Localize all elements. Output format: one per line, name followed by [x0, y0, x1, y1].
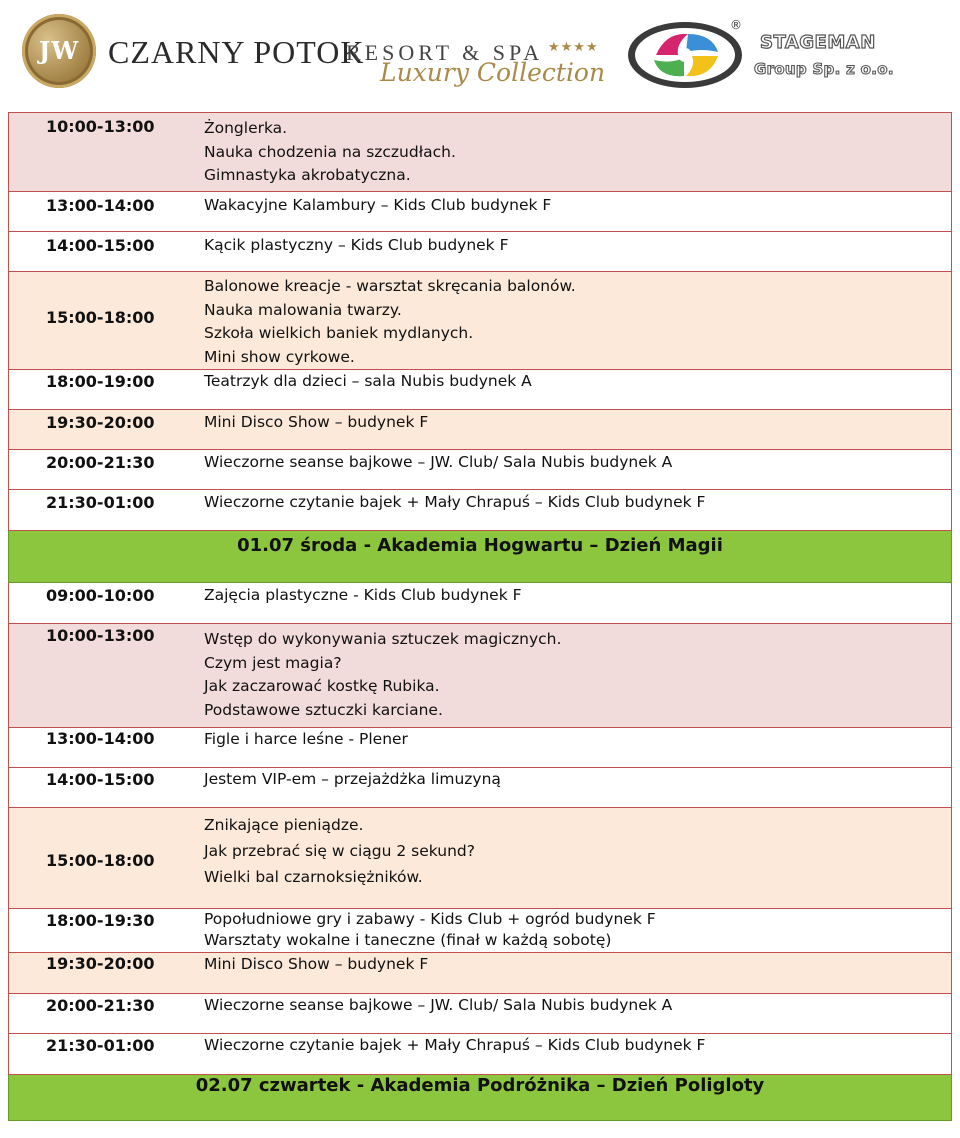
- activity-item: Kącik plastyczny – Kids Club budynek F: [204, 236, 509, 254]
- sponsor-group: Group Sp. z o.o.: [754, 60, 894, 78]
- time-slot: 14:00-15:00: [46, 770, 155, 789]
- activity-item: Żonglerka.: [204, 119, 288, 137]
- table-row: [8, 624, 952, 728]
- activity-item: Jak zaczarować kostkę Rubika.: [204, 677, 440, 695]
- time-slot: 09:00-10:00: [46, 586, 155, 605]
- activity-list: [204, 370, 532, 394]
- activity-item: Czym jest magia?: [204, 653, 342, 672]
- activity-list: [204, 909, 656, 951]
- activity-list: [204, 768, 501, 792]
- activity-list: [204, 953, 428, 977]
- resort-stars: ★★★★: [548, 40, 599, 55]
- activity-list: [204, 812, 475, 890]
- activity-item: Wieczorne seanse bajkowe – JW. Club/ Sala Nubis budynek A: [204, 453, 673, 471]
- activity-item: Wielki bal czarnoksiężników.: [204, 868, 423, 886]
- table-row: [8, 272, 952, 370]
- sponsor-name: STAGEMAN: [760, 32, 876, 53]
- stageman-logo-icon: [626, 20, 744, 90]
- activity-item: Wakacyjne Kalambury – Kids Club budynek F: [204, 196, 552, 214]
- table-row: [8, 490, 952, 531]
- activity-item: Wstęp do wykonywania sztuczek magicznych.: [204, 630, 562, 648]
- activity-list: [204, 728, 408, 752]
- jw-hotels-logo: [22, 14, 96, 88]
- time-slot: 19:30-20:00: [46, 954, 155, 973]
- table-row: [8, 410, 952, 450]
- activity-item: Podstawowe sztuczki karciane.: [204, 700, 443, 719]
- activity-item: Mini Disco Show – budynek F: [204, 955, 429, 973]
- activity-item: Zajęcia plastyczne - Kids Club budynek F: [204, 586, 522, 604]
- resort-name: CZARNY POTOK: [108, 34, 365, 70]
- day-header: [8, 1075, 952, 1121]
- activity-list: [204, 451, 672, 475]
- activity-item: Wieczorne seanse bajkowe – JW. Club/ Sala Nubis budynek A: [204, 996, 673, 1014]
- table-row: [8, 370, 952, 410]
- activity-item: Mini show cyrkowe.: [204, 347, 355, 366]
- activity-list: [204, 411, 428, 435]
- table-row: [8, 953, 952, 994]
- activity-list: [204, 194, 551, 218]
- activity-list: [204, 1034, 705, 1058]
- table-row: [8, 728, 952, 768]
- table-row: [8, 909, 952, 953]
- time-slot: 13:00-14:00: [46, 729, 155, 748]
- time-slot: 15:00-18:00: [46, 851, 155, 870]
- time-slot: 20:00-21:30: [46, 453, 155, 472]
- activity-item: Figle i harce leśne - Plener: [204, 730, 408, 748]
- resort-spa: RESORT & SPA: [346, 40, 544, 65]
- activity-item: Szkoła wielkich baniek mydlanych.: [204, 324, 474, 342]
- time-slot: 18:00-19:30: [46, 911, 155, 930]
- activity-item: Znikające pieniądze.: [204, 816, 364, 834]
- day-title: 01.07 środa - Akademia Hogwartu – Dzień Magii: [237, 535, 723, 556]
- activity-item: Nauka chodzenia na szczudłach.: [204, 142, 456, 161]
- schedule-table: [8, 112, 952, 1121]
- time-slot: 18:00-19:00: [46, 372, 155, 391]
- activity-item: Jestem VIP-em – przejażdżka limuzyną: [204, 770, 501, 788]
- activity-item: Jak przebrać się w ciągu 2 sekund?: [204, 842, 475, 860]
- activity-item: Popołudniowe gry i zabawy - Kids Club + ogród budynek F: [204, 910, 656, 928]
- activity-item: Teatrzyk dla dzieci – sala Nubis budynek A: [204, 372, 532, 390]
- activity-list: [204, 584, 522, 608]
- time-slot: 21:30-01:00: [46, 1036, 155, 1055]
- activity-item: Warsztaty wokalne i taneczne (finał w każdą sobotę): [204, 931, 612, 949]
- table-row: [8, 192, 952, 232]
- time-slot: 10:00-13:00: [46, 626, 155, 645]
- table-row: [8, 583, 952, 624]
- time-slot: 15:00-18:00: [46, 308, 155, 327]
- activity-item: Wieczorne czytanie bajek + Mały Chrapuś – Kids Club budynek F: [204, 1036, 706, 1054]
- table-row: [8, 232, 952, 272]
- time-slot: 10:00-13:00: [46, 117, 155, 136]
- jw-logo-text: JW: [38, 36, 80, 65]
- activity-list: [204, 234, 509, 258]
- day-header: [8, 531, 952, 583]
- table-row: [8, 450, 952, 490]
- activity-list: [204, 628, 561, 722]
- activity-item: Wieczorne czytanie bajek + Mały Chrapuś – Kids Club budynek F: [204, 493, 706, 511]
- header: [0, 0, 960, 108]
- activity-item: Gimnastyka akrobatyczna.: [204, 166, 411, 184]
- activity-list: [204, 491, 705, 515]
- resort-tagline: Luxury Collection: [380, 58, 606, 87]
- activity-list: [204, 994, 672, 1018]
- activity-list: [204, 275, 576, 369]
- time-slot: 21:30-01:00: [46, 493, 155, 512]
- table-row: [8, 112, 952, 192]
- activity-item: Balonowe kreacje - warsztat skręcania balonów.: [204, 277, 576, 295]
- time-slot: 14:00-15:00: [46, 236, 155, 255]
- day-title: 02.07 czwartek - Akademia Podróżnika – Dzień Poliglоty: [195, 1075, 765, 1096]
- table-row: [8, 1034, 952, 1075]
- table-row: [8, 808, 952, 909]
- activity-list: [204, 117, 456, 188]
- time-slot: 13:00-14:00: [46, 196, 155, 215]
- time-slot: 20:00-21:30: [46, 996, 155, 1015]
- table-row: [8, 768, 952, 808]
- time-slot: 19:30-20:00: [46, 413, 155, 432]
- activity-item: Nauka malowania twarzy.: [204, 300, 402, 319]
- table-row: [8, 994, 952, 1034]
- activity-item: Mini Disco Show – budynek F: [204, 413, 429, 431]
- registered-mark: ®: [730, 18, 742, 32]
